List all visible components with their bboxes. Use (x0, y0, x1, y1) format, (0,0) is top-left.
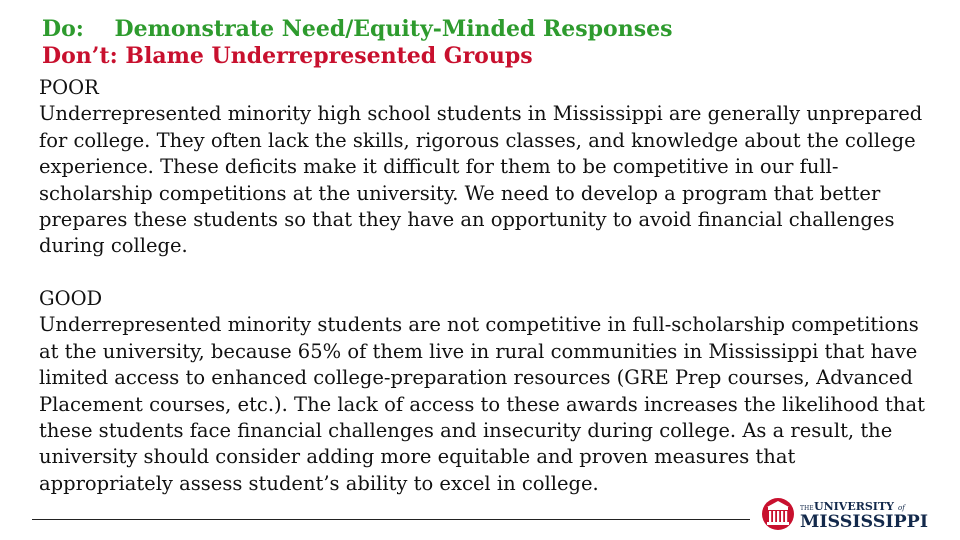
good-example (39, 286, 929, 497)
logo-the: THE (800, 505, 814, 512)
do-label: Do: (42, 16, 84, 42)
dont-label: Don’t: (42, 43, 118, 69)
logo-mississippi: MISSISSIPPI (800, 512, 929, 532)
dont-text: Blame Underrepresented Groups (125, 43, 533, 69)
poor-body: Underrepresented minority high school students in Mississippi are generally unprepared for college. They often lack the skills, rigorous classes, and knowledge about the college experience. These deficits make it difficult for them to be competitive in our full-scholarship competitions at the university. We need to develop a program that better prepares these students so that they have an opportunity to avoid financial challenges during college. (39, 102, 923, 258)
good-body: Underrepresented minority students are not competitive in full-scholarship competitions at the university, because 65% of them live in rural communities in Mississippi that have limited access to enhanced college-preparation resources (GRE Prep courses, Advanced Placement courses, etc.). The lack of access to these awards increases the likelihood that these students face financial challenges and insecurity during college. As a result, the university should consider adding more equitable and proven measures that appropriately assess student’s ability to excel in college. (39, 313, 925, 495)
footer-divider (32, 519, 750, 520)
dont-headline (42, 42, 533, 70)
poor-heading: POOR (39, 76, 99, 99)
poor-example (39, 75, 929, 260)
logo-university: UNIVERSITY (814, 500, 894, 513)
logo-of: of (898, 504, 905, 512)
do-text: Demonstrate Need/Equity-Minded Responses (114, 16, 673, 42)
do-headline (42, 15, 672, 43)
good-heading: GOOD (39, 287, 103, 310)
lyceum-icon (762, 498, 794, 530)
university-of-mississippi-logo (760, 496, 932, 532)
